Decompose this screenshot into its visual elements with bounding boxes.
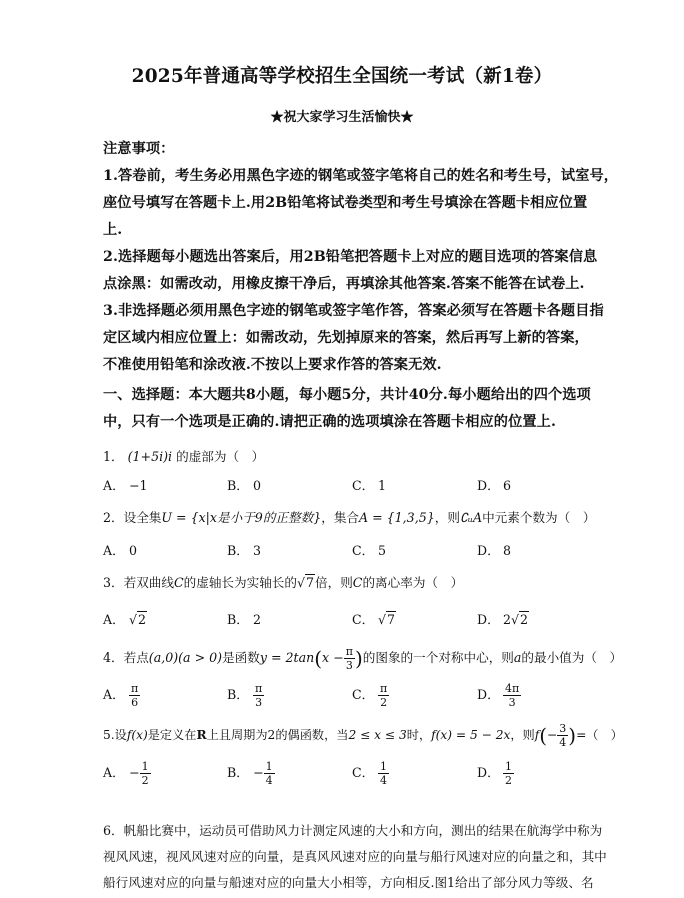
paren-close: ) bbox=[354, 646, 363, 671]
question-text: ，则 bbox=[434, 510, 460, 525]
math-variable: C bbox=[173, 575, 184, 590]
option-label: B． bbox=[227, 543, 249, 558]
question-text: 的图象的一个对称中心，则 bbox=[362, 650, 514, 665]
denominator: 2 bbox=[380, 696, 388, 709]
question-5-options bbox=[103, 760, 603, 794]
question-text: ，集合 bbox=[321, 510, 359, 525]
question-text: 若点 bbox=[123, 650, 149, 665]
option-label: A． bbox=[103, 765, 125, 780]
option-d[interactable] bbox=[477, 682, 521, 709]
notice-heading: 注意事项： bbox=[103, 141, 175, 157]
option-label: A． bbox=[103, 478, 125, 493]
denominator: 6 bbox=[131, 696, 139, 709]
option-value: 5 bbox=[378, 543, 387, 558]
question-text: 设 bbox=[114, 728, 127, 742]
option-value: 0 bbox=[253, 478, 262, 493]
option-d[interactable] bbox=[477, 475, 511, 494]
math-variable: C bbox=[352, 575, 363, 590]
numerator: 4π bbox=[505, 682, 520, 695]
option-label: A． bbox=[103, 543, 125, 558]
option-value: 6 bbox=[503, 478, 512, 493]
option-label: C． bbox=[352, 765, 375, 780]
math-expression: (a,0)(a > 0) bbox=[148, 650, 223, 665]
option-label: A． bbox=[103, 687, 125, 702]
math-expression: f(x) = 5 − 2x bbox=[431, 728, 511, 742]
section-heading-line: 一、选择题：本大题共8小题，每小题5分，共计40分.每小题给出的四个选项 bbox=[103, 387, 591, 403]
option-label: B． bbox=[227, 612, 249, 627]
denominator: 2 bbox=[141, 774, 149, 787]
fraction bbox=[129, 682, 140, 709]
math-expression: (1+5i)i bbox=[127, 449, 173, 464]
question-number: 4． bbox=[103, 650, 124, 665]
fraction bbox=[344, 645, 355, 672]
question-text: 上且周期为2的偶函数，当 bbox=[206, 728, 349, 742]
radicand: 2 bbox=[138, 612, 147, 627]
option-c[interactable] bbox=[352, 760, 389, 787]
option-label: A． bbox=[103, 612, 125, 627]
question-text: 若双曲线 bbox=[123, 575, 174, 590]
sqrt-expression: √7 bbox=[296, 575, 315, 590]
question-4 bbox=[103, 645, 622, 672]
sqrt-expression: √2 bbox=[511, 612, 529, 627]
numerator: π bbox=[345, 645, 353, 658]
option-c[interactable] bbox=[352, 475, 386, 494]
option-label: D． bbox=[477, 478, 500, 493]
option-b[interactable] bbox=[227, 760, 275, 787]
option-label: B． bbox=[227, 765, 249, 780]
question-3-options bbox=[103, 609, 603, 631]
option-label: D． bbox=[477, 765, 500, 780]
option-value: 2 bbox=[253, 612, 262, 627]
option-b[interactable] bbox=[227, 540, 261, 559]
question-text: 设全集 bbox=[123, 510, 162, 525]
math-expression: x − bbox=[322, 650, 344, 665]
option-d[interactable] bbox=[477, 760, 514, 787]
math-sign: − bbox=[129, 765, 140, 780]
math-sign: − bbox=[253, 765, 264, 780]
notice-line: 点涂黑：如需改动，用橡皮擦干净后，再填涂其他答案.答案不能答在试卷上. bbox=[103, 276, 585, 292]
option-label: C． bbox=[352, 687, 375, 702]
sqrt-expression: √7 bbox=[378, 612, 396, 627]
notice-line: 上. bbox=[103, 222, 123, 238]
denominator: 2 bbox=[505, 774, 512, 787]
question-text: =（ ） bbox=[576, 728, 623, 742]
question-3 bbox=[103, 572, 463, 591]
question-number: 1． bbox=[103, 449, 124, 464]
option-c[interactable] bbox=[352, 682, 389, 709]
question-text: 的最小值为（ ） bbox=[521, 650, 623, 665]
paren-open: ( bbox=[314, 646, 323, 671]
denominator: 4 bbox=[380, 774, 387, 787]
math-expression: y = 2tan bbox=[259, 650, 315, 665]
paren-close: ) bbox=[568, 723, 577, 748]
option-value: −1 bbox=[129, 478, 148, 493]
option-c[interactable] bbox=[352, 609, 396, 628]
notice-line: 2.选择题每小题选出答案后，用2B铅笔把答题卡上对应的题目选项的答案信息 bbox=[103, 249, 598, 265]
fraction bbox=[378, 760, 389, 787]
question-number: 2． bbox=[103, 510, 124, 525]
math-expression: ∁ᵤA bbox=[459, 510, 483, 525]
numerator: 1 bbox=[505, 760, 512, 773]
page-title: 2025年普通高等学校招生全国统一考试（新1卷） bbox=[131, 66, 553, 87]
question-text: 的虚轴长为实轴长的 bbox=[183, 575, 297, 590]
fraction bbox=[378, 682, 389, 709]
page-subtitle: ★祝大家学习生活愉快★ bbox=[270, 110, 414, 125]
notice-line: 3.非选择题必须用黑色字迹的钢笔或签字笔作答，答案必须写在答题卡各题目指 bbox=[103, 303, 604, 319]
math-expression: U = {x|x是小于9的正整数} bbox=[161, 510, 322, 525]
option-label: D． bbox=[477, 687, 500, 702]
numerator: π bbox=[131, 682, 139, 695]
option-a[interactable] bbox=[103, 609, 147, 628]
notice-line: 1.答卷前，考生务必用黑色字迹的钢笔或签字笔将自己的姓名和考生号，试室号， bbox=[103, 168, 619, 184]
question-text: 倍，则 bbox=[315, 575, 353, 590]
fraction bbox=[264, 760, 275, 787]
question-1-options bbox=[103, 475, 603, 497]
option-c[interactable] bbox=[352, 540, 386, 559]
question-number: 3． bbox=[103, 575, 124, 590]
question-5 bbox=[103, 722, 623, 749]
option-label: C． bbox=[352, 543, 375, 558]
question-text: 是定义在 bbox=[147, 728, 197, 742]
question-6-line: 视风风速，视风风速对应的向量，是真风风速对应的向量与船行风速对应的向量之和，其中 bbox=[103, 849, 607, 864]
option-a[interactable] bbox=[103, 475, 148, 494]
math-expression: 2 ≤ x ≤ 3 bbox=[348, 728, 407, 742]
numerator: π bbox=[380, 682, 388, 695]
denominator: 4 bbox=[265, 774, 273, 787]
denominator: 4 bbox=[559, 736, 567, 749]
math-sign: − bbox=[547, 728, 558, 742]
radicand: 2 bbox=[520, 612, 529, 627]
denominator: 3 bbox=[345, 659, 353, 672]
question-6-line: 船行风速对应的向量与船速对应的向量大小相等，方向相反.图1给出了部分风力等级、名 bbox=[103, 875, 594, 890]
numerator: 1 bbox=[141, 760, 149, 773]
radicand: 7 bbox=[306, 575, 315, 590]
option-label: D． bbox=[477, 612, 500, 627]
math-expression: f(x) bbox=[126, 728, 148, 742]
question-1 bbox=[103, 446, 264, 465]
option-value: 3 bbox=[253, 543, 262, 558]
math-set-r: R bbox=[196, 728, 207, 742]
option-a[interactable] bbox=[103, 682, 140, 709]
question-number: 5. bbox=[103, 728, 115, 742]
option-coef: 2 bbox=[503, 612, 512, 627]
numerator: 1 bbox=[265, 760, 273, 773]
question-text: ，则 bbox=[510, 728, 535, 742]
fraction bbox=[140, 760, 151, 787]
question-6-line: 6．帆船比赛中，运动员可借助风力计测定风速的大小和方向，测出的结果在航海学中称为 bbox=[103, 823, 603, 838]
notice-line: 定区域内相应位置上：如需改动，先划掉原来的答案，然后再写上新的答案， bbox=[103, 330, 589, 346]
numerator: 3 bbox=[559, 722, 567, 735]
notice-line: 不准使用铅笔和涂改液.不按以上要求作答的答案无效. bbox=[103, 357, 442, 373]
sqrt-expression: √2 bbox=[129, 612, 147, 627]
math-variable: a bbox=[513, 650, 522, 665]
option-label: B． bbox=[227, 478, 249, 493]
radicand: 7 bbox=[387, 612, 396, 627]
fraction bbox=[503, 682, 521, 709]
math-variable: f bbox=[534, 728, 540, 742]
option-label: C． bbox=[352, 478, 375, 493]
denominator: 3 bbox=[508, 696, 516, 709]
paren-open: ( bbox=[539, 723, 548, 748]
option-d[interactable] bbox=[477, 540, 511, 559]
option-d[interactable] bbox=[477, 609, 529, 628]
option-value: 8 bbox=[503, 543, 512, 558]
option-value: 1 bbox=[378, 478, 387, 493]
option-label: D． bbox=[477, 543, 500, 558]
question-text: 中元素个数为（ ） bbox=[482, 510, 596, 525]
notice-line: 座位号填写在答题卡上.用2B铅笔将试卷类型和考生号填涂在答题卡相应位置 bbox=[103, 195, 588, 211]
numerator: π bbox=[255, 682, 263, 695]
question-text: 时， bbox=[406, 728, 432, 742]
option-label: C． bbox=[352, 612, 375, 627]
option-a[interactable] bbox=[103, 760, 151, 787]
question-2 bbox=[103, 507, 595, 526]
option-value: 0 bbox=[129, 543, 138, 558]
question-text: 是函数 bbox=[222, 650, 260, 665]
question-4-options bbox=[103, 682, 603, 716]
option-b[interactable] bbox=[227, 682, 264, 709]
question-text: 的虚部为（ ） bbox=[176, 449, 265, 464]
fraction bbox=[557, 722, 568, 749]
option-a[interactable] bbox=[103, 540, 137, 559]
option-b[interactable] bbox=[227, 475, 261, 494]
numerator: 1 bbox=[380, 760, 387, 773]
math-expression: A = {1,3,5} bbox=[359, 510, 435, 525]
fraction bbox=[503, 760, 514, 787]
question-2-options bbox=[103, 540, 603, 562]
section-heading-line: 中，只有一个选项是正确的.请把正确的选项填涂在答题卡相应的位置上. bbox=[103, 414, 556, 430]
fraction bbox=[253, 682, 264, 709]
option-label: B． bbox=[227, 687, 249, 702]
option-b[interactable] bbox=[227, 609, 261, 628]
denominator: 3 bbox=[255, 696, 263, 709]
question-text: 的离心率为（ ） bbox=[362, 575, 464, 590]
